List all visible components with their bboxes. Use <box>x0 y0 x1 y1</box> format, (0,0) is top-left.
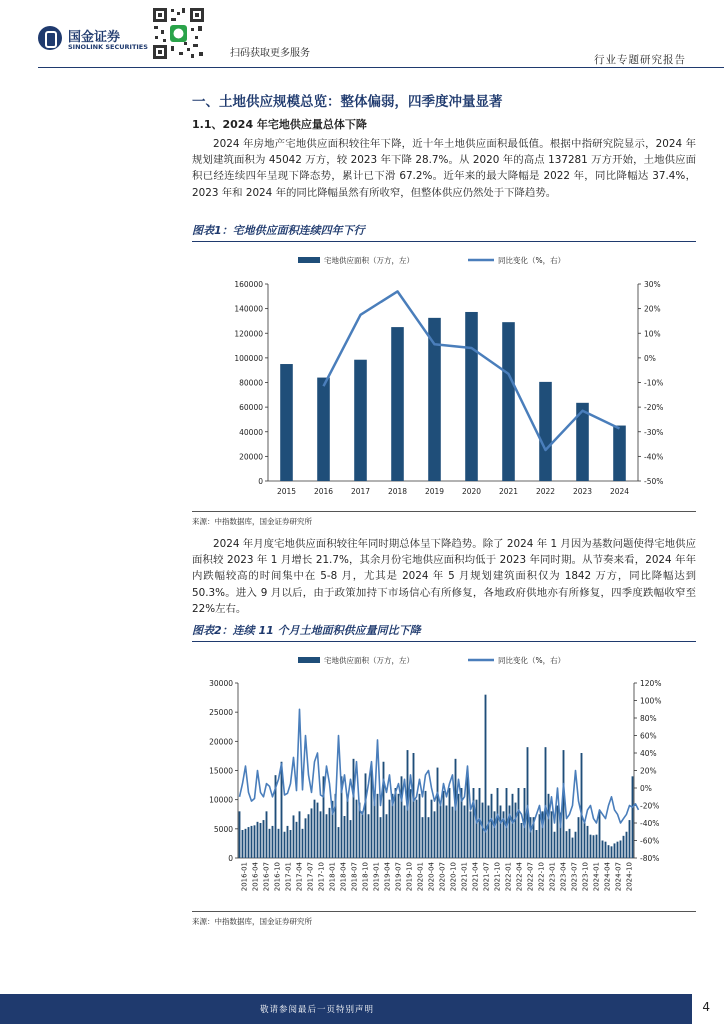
chart1-x-tick-label: 2019 <box>424 487 445 496</box>
chart2-x-tick-label: 2024-01 <box>592 862 601 892</box>
chart2-x-tick-label: 2024-10 <box>625 862 634 892</box>
chart1-bar <box>465 312 478 481</box>
chart2-bar <box>569 829 571 858</box>
chart2-bar <box>545 747 547 858</box>
chart2-bar <box>347 800 349 858</box>
figure-2-title: 图表2：连续 11 个月土地面积供应量同比下降 <box>192 624 421 637</box>
chart2-bar <box>266 811 268 858</box>
chart1-x-tick-label: 2023 <box>572 487 593 496</box>
chart2-x-tick-label: 2016-01 <box>240 862 249 892</box>
chart2-bar <box>611 846 613 858</box>
chart1-x-tick-label: 2018 <box>387 487 408 496</box>
chart2-bar <box>584 823 586 858</box>
chart2-bar <box>602 841 604 859</box>
figure-2-top-rule <box>192 641 696 642</box>
chart2-y-right-tick-label: -20% <box>640 801 660 811</box>
chart1-bar <box>280 364 293 481</box>
chart2-x-tick-label: 2020-10 <box>449 862 458 892</box>
chart2-bar <box>353 759 355 858</box>
chart2-bar <box>551 811 553 858</box>
chart2-bar <box>581 753 583 858</box>
chart2-bar <box>608 845 610 858</box>
chart2-x-tick-label: 2019-01 <box>372 862 381 892</box>
figure-2-source: 来源：中指数据库，国金证券研究所 <box>192 917 312 926</box>
chart1-bar <box>613 426 626 481</box>
chart2-bar <box>467 776 469 858</box>
chart2-x-tick-label: 2017-04 <box>295 862 304 892</box>
figure-1-source: 来源：中指数据库，国金证券研究所 <box>192 517 312 526</box>
chart2-bar <box>599 811 601 858</box>
chart2-legend-line-label: 同比变化（%，右） <box>498 656 566 665</box>
chart2-bar <box>350 820 352 858</box>
chart2-bar <box>464 806 466 859</box>
chart2-y-left-tick-label: 20000 <box>209 737 233 747</box>
chart1-y-left-tick-label: 40000 <box>239 427 263 437</box>
chart2-y-left-tick-label: 15000 <box>209 766 233 776</box>
chart2-bar <box>320 811 322 858</box>
page-number: 4 <box>702 1000 710 1014</box>
chart1-legend-bar-label: 宅地供应面积（万方，左） <box>324 256 414 265</box>
chart2-bar <box>557 806 559 859</box>
chart2-y-right-tick-label: 60% <box>640 731 657 741</box>
chart1-y-right-tick-label: 10% <box>644 329 661 339</box>
chart2-bar <box>254 825 256 858</box>
chart2-bar <box>380 817 382 858</box>
chart2-bar <box>245 829 247 858</box>
chart2-bar <box>440 806 442 859</box>
footer-disclaimer: 敬请参阅最后一页特别声明 <box>260 1005 375 1015</box>
chart2-bar <box>311 808 313 858</box>
chart2-y-left-tick-label: 5000 <box>213 824 233 834</box>
figure-1-title: 图表1：宅地供应面积连续四年下行 <box>192 224 365 237</box>
chart2-bar <box>539 814 541 858</box>
chart2-x-tick-label: 2017-10 <box>317 862 326 892</box>
chart2-x-tick-label: 2023-01 <box>548 862 557 892</box>
chart1-bar <box>354 360 367 481</box>
chart1-y-left-tick-label: 100000 <box>234 353 263 363</box>
chart2-bar <box>470 811 472 858</box>
chart1-y-right-tick-label: 0% <box>644 353 656 363</box>
chart2-bar <box>296 822 298 858</box>
figure-2-chart <box>192 646 696 908</box>
chart2-bar <box>458 794 460 858</box>
chart2-x-tick-label: 2016-07 <box>262 862 271 892</box>
chart2-y-right-tick-label: 100% <box>640 696 662 706</box>
chart2-y-left-tick-label: 30000 <box>209 679 233 688</box>
chart2-bar <box>278 829 280 858</box>
chart2-bar <box>425 791 427 858</box>
qr-caption: 扫码获取更多服务 <box>230 48 310 59</box>
chart1-x-tick-label: 2016 <box>313 487 334 496</box>
chart2-bar <box>497 788 499 858</box>
chart2-bar <box>383 762 385 858</box>
report-type-label: 行业专题研究报告 <box>594 54 686 66</box>
chart2-bar <box>515 803 517 858</box>
chart2-bar <box>434 811 436 858</box>
chart2-bar <box>626 832 628 858</box>
logo-en-text: SINOLINK SECURITIES <box>68 43 148 51</box>
chart2-bar <box>269 829 271 858</box>
chart2-bar <box>368 814 370 858</box>
chart2-bar <box>485 695 487 858</box>
sinolink-logo-icon <box>38 26 62 50</box>
chart2-bar <box>317 803 319 858</box>
chart1-x-tick-label: 2021 <box>498 487 519 496</box>
figure-1-bottom-rule <box>192 511 696 512</box>
chart1-x-tick-label: 2020 <box>461 487 482 496</box>
chart2-bar <box>377 794 379 858</box>
chart2-bar <box>398 794 400 858</box>
chart1-y-left-tick-label: 60000 <box>239 403 263 413</box>
chart2-bar <box>284 832 286 858</box>
chart1-y-left-tick-label: 160000 <box>234 280 263 289</box>
chart2-bar <box>548 794 550 858</box>
chart2-bar <box>326 814 328 858</box>
chart2-y-right-tick-label: -60% <box>640 836 660 846</box>
chart1-y-right-tick-label: -20% <box>644 403 664 413</box>
chart2-x-tick-label: 2023-10 <box>581 862 590 892</box>
chart2-x-tick-label: 2023-07 <box>570 862 579 892</box>
chart2-bar <box>566 831 568 858</box>
page-header <box>0 0 724 70</box>
chart1-x-tick-label: 2017 <box>350 487 371 496</box>
chart2-bar <box>617 842 619 858</box>
chart2-bar <box>344 816 346 858</box>
paragraph-2: 2024 年月度宅地供应面积较往年同时期总体呈下降趋势。除了 2024 年 1 月因为基数问题使得宅地供应面积较 2023 年 1 月增长 21.7%，其余月份宅地供应面积均低于 2023 年同时期。从节奏来看，2024 年年内跌幅较高的时间集中在 5-8 月，尤其是 2024 年 5 月规划建筑面积仅为 1842 万方，同比降幅达到 50.3%。进入 9 月以后，由于政策加持下市场信心有所修复，各地政府供地亦有所修复，四季度跌幅收窄至 22%左右。 <box>192 538 696 615</box>
chart2-x-tick-label: 2018-10 <box>361 862 370 892</box>
chart2-bar <box>437 768 439 858</box>
chart2-bar <box>572 838 574 858</box>
chart2-bar <box>410 789 412 858</box>
chart2-legend-bar-label: 宅地供应面积（万方，左） <box>324 656 414 665</box>
chart2-bar <box>578 817 580 858</box>
chart2-y-left-tick-label: 0 <box>228 854 233 863</box>
chart2-bar <box>416 800 418 858</box>
chart2-bar <box>386 814 388 858</box>
chart1-y-left-tick-label: 80000 <box>239 378 263 388</box>
chart2-bar <box>428 817 430 858</box>
chart2-bar <box>329 808 331 858</box>
chart2-y-right-tick-label: 80% <box>640 714 657 723</box>
chart2-bar <box>263 820 265 858</box>
chart2-x-tick-label: 2018-04 <box>339 862 348 892</box>
chart2-bar <box>287 826 289 858</box>
chart2-x-tick-label: 2016-10 <box>273 862 282 892</box>
chart1-y-left-tick-label: 140000 <box>234 304 263 314</box>
chart1-y-left-tick-label: 0 <box>258 477 263 486</box>
chart2-x-tick-label: 2021-01 <box>460 862 469 892</box>
header-divider <box>38 67 724 68</box>
chart2-bar <box>290 830 292 858</box>
chart2-bar <box>593 835 595 858</box>
chart2-bar <box>443 791 445 858</box>
chart2-x-tick-label: 2022-01 <box>504 862 513 892</box>
chart1-legend-bar-swatch <box>298 257 320 263</box>
chart2-bar <box>605 842 607 858</box>
chart2-bar <box>356 800 358 858</box>
chart1-bar <box>317 378 330 481</box>
chart1-x-tick-label: 2022 <box>535 487 556 496</box>
chart2-bar <box>632 776 634 858</box>
chart2-bar <box>362 811 364 858</box>
chart2-x-tick-label: 2019-04 <box>383 862 392 892</box>
chart2-x-tick-label: 2021-07 <box>482 862 491 892</box>
chart2-x-tick-label: 2020-04 <box>427 862 436 892</box>
chart2-bar <box>338 827 340 858</box>
chart2-x-tick-label: 2017-07 <box>306 862 315 892</box>
figure-1-chart <box>192 246 696 508</box>
chart2-bar <box>554 832 556 858</box>
chart2-bar <box>389 800 391 858</box>
chart1-y-right-tick-label: 20% <box>644 304 661 314</box>
chart2-bar <box>422 817 424 858</box>
chart2-y-right-tick-label: -80% <box>640 854 660 863</box>
chart2-x-tick-label: 2019-07 <box>394 862 403 892</box>
qr-code-icon[interactable] <box>151 6 206 61</box>
chart2-bar <box>488 806 490 859</box>
chart2-bar <box>413 753 415 858</box>
chart2-bar <box>365 773 367 858</box>
chart1-bar <box>502 322 515 481</box>
chart2-bar <box>512 794 514 858</box>
chart2-x-tick-label: 2021-10 <box>493 862 502 892</box>
chart2-x-tick-label: 2022-07 <box>526 862 535 892</box>
chart2-bar <box>305 818 307 858</box>
chart2-y-right-tick-label: 40% <box>640 749 657 758</box>
chart2-bar <box>257 822 259 858</box>
chart1-y-right-tick-label: -10% <box>644 378 664 388</box>
chart2-bar <box>449 788 451 858</box>
chart2-legend-bar-swatch <box>298 657 320 663</box>
chart2-bar <box>446 806 448 859</box>
chart2-bar <box>479 788 481 858</box>
chart2-bar <box>491 794 493 858</box>
chart1-bar <box>391 327 404 481</box>
chart2-bar <box>596 835 598 858</box>
chart2-x-tick-label: 2020-01 <box>416 862 425 892</box>
chart2-x-tick-label: 2017-01 <box>284 862 293 892</box>
chart2-bar <box>260 823 262 858</box>
chart2-bar <box>500 806 502 859</box>
chart2-bar <box>575 832 577 858</box>
section-title: 一、土地供应规模总览：整体偏弱，四季度冲量显著 <box>192 94 503 110</box>
chart2-bar <box>590 835 592 858</box>
chart1-bar <box>539 382 552 481</box>
chart2-bar <box>248 827 250 858</box>
chart2-bar <box>476 800 478 858</box>
chart2-x-tick-label: 2016-04 <box>251 862 260 892</box>
chart2-x-tick-label: 2024-04 <box>603 862 612 892</box>
chart2-bar <box>272 826 274 858</box>
chart2-x-tick-label: 2021-04 <box>471 862 480 892</box>
chart2-y-left-tick-label: 25000 <box>209 708 233 718</box>
figure-1-top-rule <box>192 241 696 242</box>
chart2-x-tick-label: 2020-07 <box>438 862 447 892</box>
subsection-title: 1.1、2024 年宅地供应量总体下降 <box>192 118 367 131</box>
chart2-y-right-tick-label: 0% <box>640 784 652 793</box>
chart2-y-right-tick-label: 120% <box>640 679 662 688</box>
figure-2-bottom-rule <box>192 911 696 912</box>
chart1-y-left-tick-label: 20000 <box>239 452 263 462</box>
chart2-bar <box>431 800 433 858</box>
chart2-bar <box>293 815 295 858</box>
chart2-x-tick-label: 2023-04 <box>559 862 568 892</box>
chart1-y-left-tick-label: 120000 <box>234 329 263 339</box>
chart2-bar <box>401 776 403 858</box>
chart2-bar <box>452 807 454 858</box>
chart2-bar <box>620 841 622 859</box>
chart2-x-tick-label: 2022-10 <box>537 862 546 892</box>
chart2-y-right-tick-label: -40% <box>640 819 660 828</box>
sinolink-logo <box>38 26 168 56</box>
chart2-x-tick-label: 2018-01 <box>328 862 337 892</box>
chart2-bar <box>299 811 301 858</box>
chart1-y-right-tick-label: -40% <box>644 452 664 462</box>
chart1-y-right-tick-label: -30% <box>644 427 664 437</box>
chart2-bar <box>536 830 538 858</box>
chart1-x-tick-label: 2024 <box>609 487 630 496</box>
chart2-bar <box>623 836 625 858</box>
chart1-y-right-tick-label: 30% <box>644 280 661 289</box>
chart2-bar <box>587 826 589 858</box>
chart2-bar <box>473 788 475 858</box>
chart2-bar <box>302 829 304 858</box>
chart1-x-tick-label: 2015 <box>276 487 297 496</box>
chart1-y-right-tick-label: -50% <box>644 477 664 486</box>
chart2-x-tick-label: 2022-04 <box>515 862 524 892</box>
chart2-bar <box>314 800 316 858</box>
chart2-x-tick-label: 2019-10 <box>405 862 414 892</box>
chart2-bar <box>251 826 253 858</box>
chart2-bar <box>521 823 523 858</box>
chart2-y-right-tick-label: 20% <box>640 766 657 776</box>
chart2-bar <box>404 806 406 859</box>
chart2-bar <box>494 811 496 858</box>
chart2-bar <box>527 747 529 858</box>
chart2-bar <box>239 811 241 858</box>
chart2-bar <box>629 820 631 858</box>
chart2-bar <box>308 814 310 858</box>
chart2-bar <box>242 830 244 858</box>
chart2-y-left-tick-label: 10000 <box>209 795 233 805</box>
chart2-x-tick-label: 2018-07 <box>350 862 359 892</box>
chart2-bar <box>509 806 511 859</box>
chart1-legend-line-label: 同比变化（%，右） <box>498 256 566 265</box>
chart2-bar <box>419 794 421 858</box>
logo-cn-text: 国金证券 <box>68 30 121 45</box>
chart2-x-tick-label: 2024-07 <box>614 862 623 892</box>
chart2-bar <box>482 803 484 858</box>
paragraph-1: 2024 年房地产宅地供应面积较往年下降，近十年土地供应面积最低值。根据中指研究院显示，2024 年规划建筑面积为 45042 万方，较 2023 年下降 28.7%。从 2020 年的高点 137281 万方开始，土地供应面积已经连续四年呈现下降态势，累计已下滑 67.2%。近年来的最大降幅是 2022 年，同比降幅达 37.4%，2023 年和 2024 年的同比降幅虽然有所收窄，但整体供应仍然处于下降趋势。 <box>192 138 696 199</box>
chart2-bar <box>518 788 520 858</box>
chart2-bar <box>614 843 616 858</box>
